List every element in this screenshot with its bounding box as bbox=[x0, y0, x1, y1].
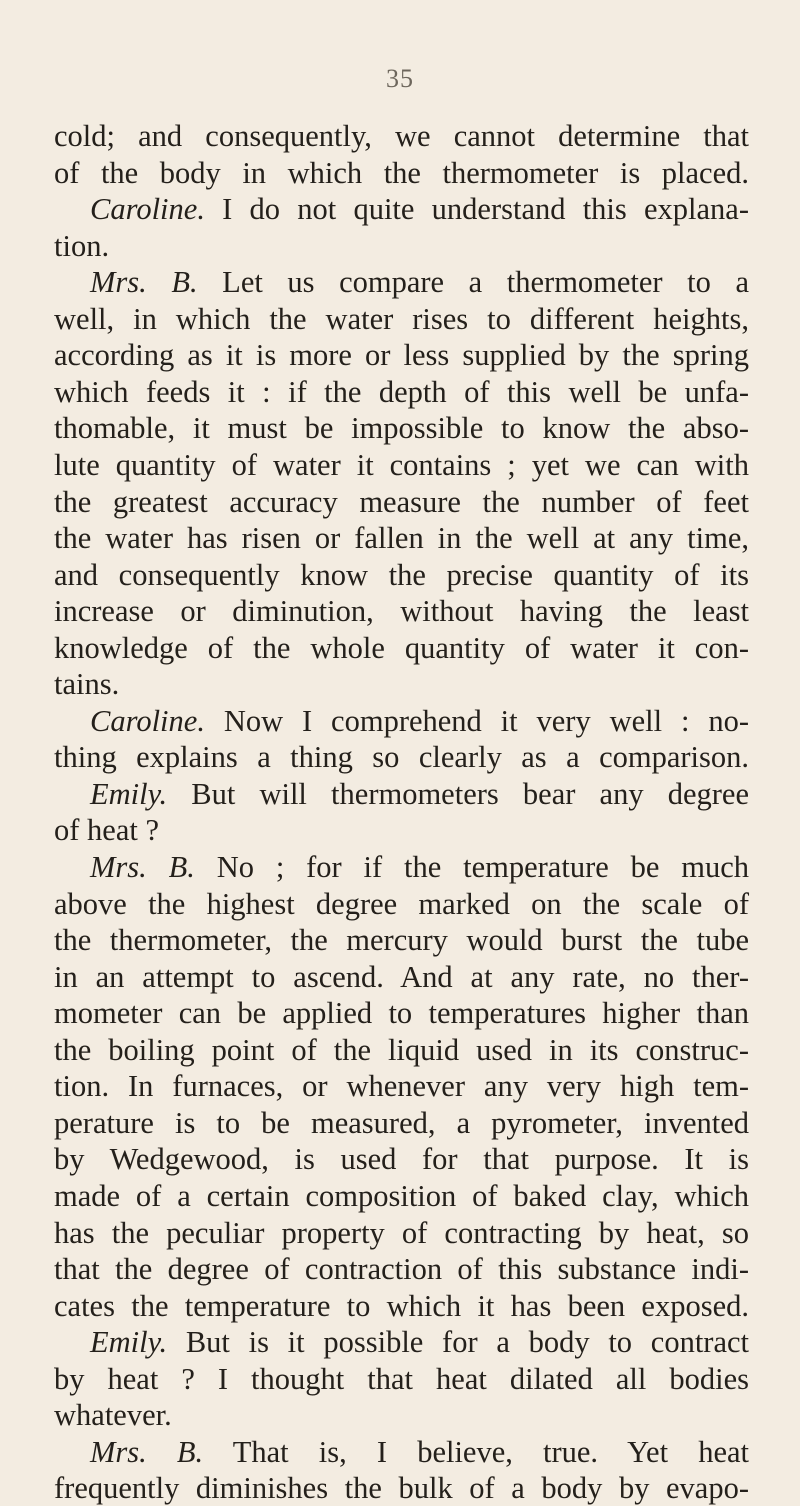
text-line bbox=[54, 922, 749, 958]
text-line bbox=[54, 886, 749, 922]
text-line bbox=[90, 703, 749, 739]
text-line bbox=[90, 1434, 749, 1470]
line-text: cold; and consequently, we cannot determine that bbox=[54, 119, 749, 153]
text-line bbox=[90, 776, 749, 812]
line-text: tains. bbox=[54, 667, 120, 701]
line-text: according as it is more or less supplied by the spring bbox=[54, 338, 749, 372]
text-line bbox=[54, 1105, 749, 1141]
text-line bbox=[54, 630, 749, 666]
line-text: by heat ? I thought that heat dilated all bodies bbox=[54, 1362, 749, 1396]
line-text: the greatest accuracy measure the number of feet bbox=[54, 485, 749, 519]
text-line bbox=[54, 1251, 749, 1287]
text-line bbox=[54, 739, 749, 775]
line-text: thomable, it must be impossible to know the abso- bbox=[54, 411, 749, 445]
text-line bbox=[54, 337, 749, 373]
text-line bbox=[54, 410, 749, 446]
text-line bbox=[54, 155, 749, 191]
text-line bbox=[54, 484, 749, 520]
text-line bbox=[54, 228, 749, 264]
text-line bbox=[54, 301, 749, 337]
page-number: 35 bbox=[386, 64, 414, 93]
text-line bbox=[54, 666, 749, 702]
line-text: and consequently know the precise quantity of its bbox=[54, 558, 749, 592]
line-text: above the highest degree marked on the scale of bbox=[54, 887, 749, 921]
text-line bbox=[54, 374, 749, 410]
text-line bbox=[54, 959, 749, 995]
text-line bbox=[54, 593, 749, 629]
line-text: perature is to be measured, a pyrometer, invented bbox=[54, 1106, 749, 1140]
text-line bbox=[54, 812, 749, 848]
line-text: the thermometer, the mercury would burst the tube bbox=[54, 923, 749, 957]
speaker-name: Mrs. B. bbox=[90, 1435, 204, 1469]
line-text: No ; for if the temperature be much bbox=[194, 850, 749, 884]
speaker-name: Mrs. B. bbox=[90, 265, 198, 299]
text-line bbox=[54, 557, 749, 593]
line-text: But will thermometers bear any degree bbox=[167, 777, 749, 811]
line-text: the water has risen or fallen in the well at any time, bbox=[54, 521, 749, 555]
speaker-name: Caroline. bbox=[90, 192, 205, 226]
line-text: knowledge of the whole quantity of water it con- bbox=[54, 631, 749, 665]
line-text: I do not quite understand this explana- bbox=[204, 192, 749, 226]
line-text: mometer can be applied to temperatures higher than bbox=[54, 996, 749, 1030]
text-line bbox=[54, 520, 749, 556]
text-line bbox=[54, 1068, 749, 1104]
line-text: of heat ? bbox=[54, 813, 159, 847]
line-text: tion. In furnaces, or whenever any very high tem- bbox=[54, 1069, 749, 1103]
speaker-name: Caroline. bbox=[90, 704, 205, 738]
speaker-name: Emily. bbox=[90, 1325, 168, 1359]
speaker-name: Emily. bbox=[90, 777, 168, 811]
line-text: increase or diminution, without having the least bbox=[54, 594, 749, 628]
text-line bbox=[54, 1288, 749, 1324]
line-text: frequently diminishes the bulk of a body by evapo- bbox=[54, 1471, 749, 1505]
text-line bbox=[54, 1178, 749, 1214]
text-line bbox=[54, 447, 749, 483]
text-line bbox=[54, 118, 749, 154]
line-text: has the peculiar property of contracting by heat, so bbox=[54, 1216, 749, 1250]
line-text: in an attempt to ascend. And at any rate, no ther- bbox=[54, 960, 749, 994]
text-line bbox=[90, 191, 749, 227]
line-text: that the degree of contraction of this substance indi- bbox=[54, 1252, 749, 1286]
text-line bbox=[90, 264, 749, 300]
text-line bbox=[54, 1215, 749, 1251]
line-text: Let us compare a thermometer to a bbox=[197, 265, 750, 299]
line-text: lute quantity of water it contains ; yet we can with bbox=[54, 448, 749, 482]
line-text: by Wedgewood, is used for that purpose. It is bbox=[54, 1142, 749, 1176]
text-line bbox=[54, 995, 749, 1031]
text-line bbox=[90, 1324, 749, 1360]
text-line bbox=[54, 1141, 749, 1177]
text-line bbox=[54, 1470, 749, 1506]
line-text: That is, I believe, true. Yet heat bbox=[203, 1435, 749, 1469]
line-text: whatever. bbox=[54, 1398, 172, 1432]
line-text: tion. bbox=[54, 229, 110, 263]
line-text: made of a certain composition of baked clay, which bbox=[54, 1179, 749, 1213]
line-text: which feeds it : if the depth of this well be unfa- bbox=[54, 375, 749, 409]
text-line bbox=[54, 1032, 749, 1068]
line-text: cates the temperature to which it has been exposed. bbox=[54, 1289, 749, 1323]
line-text: the boiling point of the liquid used in its construc- bbox=[54, 1033, 749, 1067]
text-line bbox=[54, 1361, 749, 1397]
line-text: well, in which the water rises to different heights, bbox=[54, 302, 749, 336]
text-line bbox=[90, 849, 749, 885]
line-text: of the body in which the thermometer is placed. bbox=[54, 156, 749, 190]
line-text: But is it possible for a body to contract bbox=[167, 1325, 749, 1359]
speaker-name: Mrs. B. bbox=[90, 850, 195, 884]
line-text: thing explains a thing so clearly as a comparison. bbox=[54, 740, 749, 774]
line-text: Now I comprehend it very well : no- bbox=[204, 704, 749, 738]
